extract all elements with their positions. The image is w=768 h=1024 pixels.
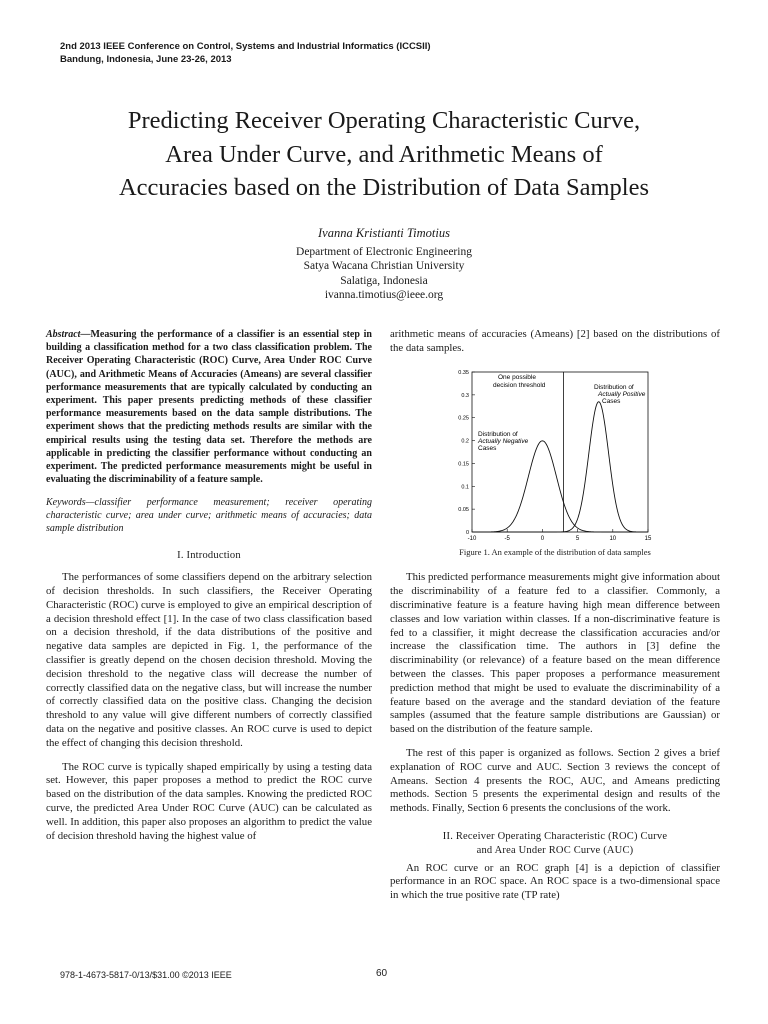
annotation-negative-1: Distribution of <box>478 430 518 438</box>
y-tick-label: 0.2 <box>461 438 469 445</box>
right-column <box>390 328 720 913</box>
keywords <box>46 496 372 535</box>
title-line-3: Accuracies based on the Distribution of Data Samples <box>118 174 649 201</box>
author-department: Department of Electronic Engineering <box>296 245 472 258</box>
author-email: ivanna.timotius@ieee.org <box>324 289 444 301</box>
y-tick-label: 0.3 <box>461 392 469 399</box>
right-paragraph-1: This predicted performance measurements might give information about the discriminability of a feature fed to a classifier. Commonly, a discriminative feature is a feature having high mean difference between classes and low variation within classes. If a non-discriminative feature is fed to a classifier, it might decrease the classification accuracies and/or increase the classification time. The authors in [3] define the discriminability (or relevance) of a feature based on the mean difference between the classes. This paper proposes a performance measurement prediction method that might be used to evaluate the discriminability of a feature based on the average and the standard deviation of the feature samples (assumed that the feature sample distributions are Gaussian) or based on the distribution of the feature sample. <box>390 571 720 736</box>
abstract-text: Measuring the performance of a classifier is an essential step in building a classification method for a two class classification problem. The Receiver Operating Characteristic (ROC) Curve, Area Under ROC Curve (AUC), and Arithmetic Means of Accuracies (Ameans) are several classifier performance measurements that are typically calculated by conducting an experiment. This paper presents predicting methods of these classifier performance measurements based on the data sample distributions. The experiment shows that the predicting methods results are similar with the empirical results using the testing data set. Therefore the methods are applicable in predicting the classifier performance without conducting an experiment. The predicted performance measurements might be useful in evaluating the discriminability of a feature sample. <box>46 329 372 486</box>
keywords-lead: Keywords— <box>46 497 95 509</box>
x-tick-label: -10 <box>467 535 477 542</box>
figure-1 <box>390 366 720 544</box>
x-tick-label: 5 <box>575 535 580 542</box>
intro-paragraph-1: The performances of some classifiers depend on the arbitrary selection of decision thresholds. In such classifiers, the Receiver Operating Characteristic (ROC) curve is employed to give an empirical description of a decision threshold effect [1]. In the case of two class classification based on a decision threshold, if the data distributions of the positive and negative data samples are depicted in Fig. 1, the performance of the classifier is greatly depend on the chosen decision threshold. Moving the decision threshold to the negative class will decrease the number of correctly classified data on the negative class, but will increase the number of correctly classified data on the positive class. Changing the decision threshold to any value will give different numbers of correctly classified data on the negative and positive classes. An ROC curve is used to depict the effect of changing this decision threshold. <box>46 571 372 749</box>
x-tick-label: 0 <box>540 535 545 542</box>
section-heading-roc-line1: II. Receiver Operating Characteristic (ROC) Curve <box>442 830 668 842</box>
keywords-text: classifier performance measurement; receiver operating characteristic curve; area under curve; arithmetic means of accuracies; data sample distribution <box>46 497 372 535</box>
distribution-chart <box>390 366 720 544</box>
x-tick-label: -5 <box>504 535 510 542</box>
title-line-2: Area Under Curve, and Arithmetic Means of <box>165 140 603 168</box>
footer-isbn: 978-1-4673-5817-0/13/$31.00 ©2013 IEEE <box>60 970 232 980</box>
title-line-1: Predicting Receiver Operating Characteristic Curve, <box>127 107 641 134</box>
author-block <box>234 226 534 303</box>
conference-header <box>60 40 660 66</box>
right-paragraph-2: The rest of this paper is organized as follows. Section 2 gives a brief explanation of ROC curve and AUC. Section 3 reviews the concept of Ameans. Section 4 presents the ROC, AUC, and Ameans predicting methods. Section 5 presents the experimental design and results of the methods. Finally, Section 6 presents the conclusions of the work. <box>390 746 720 815</box>
annotation-negative-3: Cases <box>478 444 497 452</box>
series-line-1 <box>472 437 648 531</box>
left-column <box>46 328 372 853</box>
annotation-positive-2: Actually Positive <box>598 390 646 398</box>
annotation-positive-3: Cases <box>602 397 621 405</box>
intro-paragraph-2: The ROC curve is typically shaped empirically by using a testing data set. However, this paper proposes a method to predict the ROC curve based on the distribution of the data samples. Knowing the predicted ROC curve, the predicted Area Under ROC Curve (AUC) can be calculated as well. In addition, this paper also proposes an algorithm to predict the value of decision threshold having the highest value of <box>46 760 372 842</box>
annotation-negative-2: Actually Negative <box>478 437 529 445</box>
abstract <box>46 328 372 486</box>
x-tick-label: 10 <box>609 535 617 542</box>
y-tick-label: 0.05 <box>458 506 469 513</box>
author-university: Satya Wacana Christian University <box>303 260 465 272</box>
y-tick-label: 0.1 <box>461 483 469 490</box>
annotation-threshold-1: One possible <box>498 373 536 381</box>
chart-curves <box>472 401 648 531</box>
page-number: 60 <box>376 968 388 979</box>
section-heading-roc-line2: and Area Under ROC Curve (AUC) <box>476 844 634 856</box>
abstract-lead: Abstract— <box>46 329 91 340</box>
y-tick-label: 0.15 <box>458 461 469 468</box>
y-tick-label: 0 <box>465 529 469 536</box>
section-heading-introduction: I. Introduction <box>177 550 241 562</box>
y-tick-label: 0.35 <box>458 369 469 376</box>
y-tick-label: 0.25 <box>458 415 469 422</box>
figure-caption: Figure 1. An example of the distribution of data samples <box>459 546 651 557</box>
section-heading-roc <box>390 830 720 858</box>
chart-annotations <box>477 374 646 452</box>
series-line-2 <box>472 401 648 531</box>
author-city: Salatiga, Indonesia <box>340 274 428 287</box>
paper-title <box>40 104 728 205</box>
annotation-threshold-2: decision threshold <box>493 381 546 389</box>
annotation-positive-1: Distribution of <box>594 383 634 391</box>
conference-location: Bandung, Indonesia, June 23-26, 2013 <box>60 54 232 65</box>
right-paragraph-0: arithmetic means of accuracies (Ameans) [2] based on the distributions of the data samples. <box>390 328 720 354</box>
author-name: Ivanna Kristianti Timotius <box>318 226 450 240</box>
right-paragraph-3: An ROC curve or an ROC graph [4] is a depiction of classifier performance in an ROC space. An ROC space is a two-dimensional space in which the true positive rate (TP rate) <box>390 861 720 902</box>
x-tick-label: 15 <box>644 535 652 542</box>
conference-name: 2nd 2013 IEEE Conference on Control, Systems and Industrial Informatics (ICCSII) <box>60 41 431 52</box>
